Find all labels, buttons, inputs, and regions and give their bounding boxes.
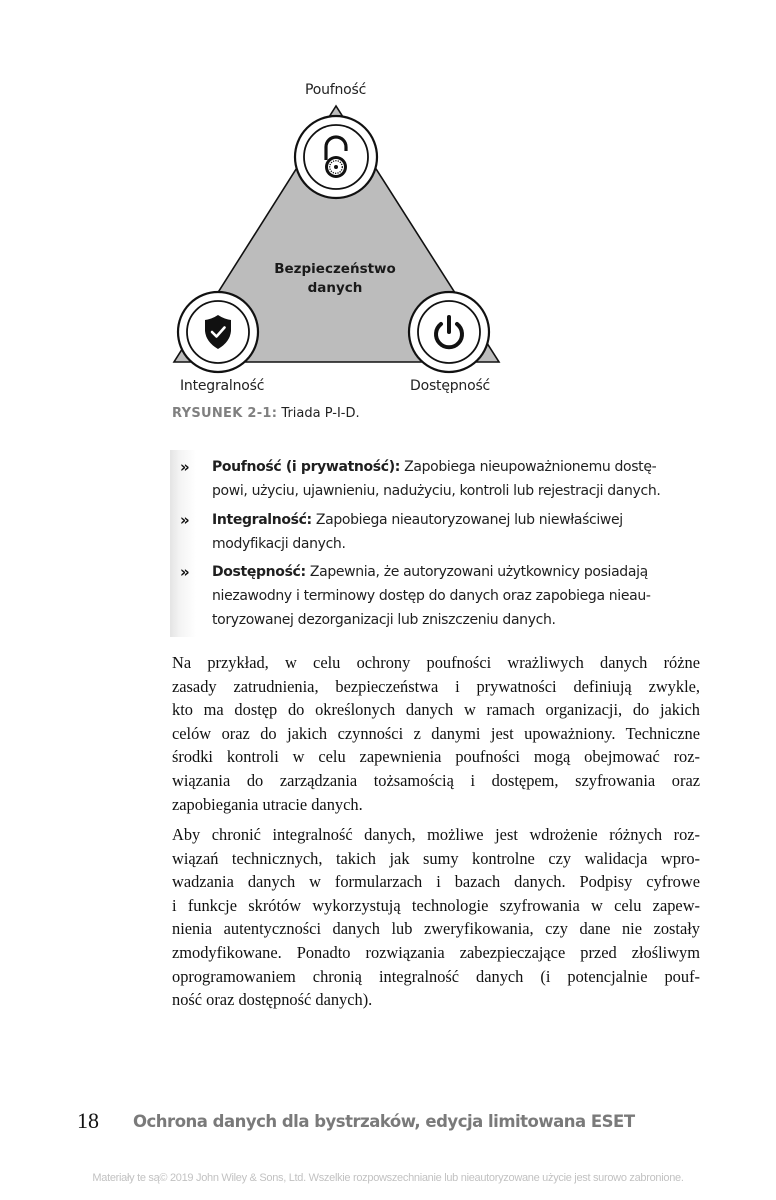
paragraph-line: celów oraz do jakich czynności z danymi jest upoważniony. Techniczne <box>172 723 700 743</box>
paragraph-line: wadzania danych w formularzach i bazach danych. Podpisy cyfrowe <box>172 872 700 892</box>
bullet-availability <box>180 560 708 632</box>
bullet-integrity <box>180 508 708 556</box>
bullet-text-continued: niezawodny i terminowy dostęp do danych oraz zapobiega nieau- <box>212 588 651 604</box>
bullet-term: Integralność: <box>212 512 312 528</box>
cia-triad-figure <box>0 0 776 440</box>
bullet-term: Poufność (i prywatność): <box>212 459 401 475</box>
paragraph-line: wiązania do zarządzania tożsamością i dostępem, szyfrowania oraz <box>172 770 700 790</box>
bullet-confidentiality <box>180 455 708 503</box>
bullet-text-continued: modyfikacji danych. <box>212 536 346 552</box>
bullet-marker-icon: » <box>180 511 187 529</box>
page-number: 18 <box>77 1108 99 1133</box>
paragraph-line: Na przykład, w celu ochrony poufności wrażliwych danych różne <box>172 653 700 672</box>
paragraph-line: środki kontroli w celu zapewnienia poufności mogą obejmować roz- <box>172 747 700 767</box>
label-integrity: Integralność <box>180 378 265 394</box>
paragraph-line: i funkcje skrótów wykorzystują technologie szyfrowania w celu zapew- <box>172 895 700 915</box>
paragraph-line: oprogramowaniem chronią integralność danych (i potencjalnie pouf- <box>172 966 700 986</box>
paragraph-line: zmodyfikowane. Ponadto rozwiązania zabezpieczające przed złośliwym <box>172 942 700 962</box>
running-footer-title: Ochrona danych dla bystrzaków, edycja limitowana ESET <box>133 1112 635 1131</box>
paragraph-line: Aby chronić integralność danych, możliwe jest wdrożenie różnych roz- <box>172 825 700 844</box>
bottom-left-node <box>178 292 258 372</box>
top-node <box>295 116 377 198</box>
triad-diagram <box>0 0 776 440</box>
bullet-text: Zapobiega nieautoryzowanej lub niewłaściwej <box>311 512 623 528</box>
paragraph-line: ność oraz dostępność danych). <box>172 990 373 1010</box>
paragraph-line: nienia autentyczności danych lub zweryfikowania, czy dane nie zostały <box>172 919 700 939</box>
paragraph-line: kto ma dostęp do określonych danych w ramach organizacji, do jakich <box>172 700 700 720</box>
bullet-text: Zapewnia, że autoryzowani użytkownicy posiadają <box>305 564 648 580</box>
paragraph-line: wiązań technicznych, takich jak sumy kontrolne czy walidacja wpro- <box>172 848 700 868</box>
paragraph-integrity <box>172 823 700 1012</box>
bullet-text-continued: powi, użyciu, ujawnieniu, nadużyciu, kontroli lub rejestracji danych. <box>212 483 661 499</box>
center-label <box>250 260 420 298</box>
label-confidentiality: Poufność <box>305 82 367 98</box>
label-availability: Dostępność <box>410 378 491 394</box>
paragraph-line: zapobiegania utracie danych. <box>172 794 363 814</box>
center-label-line1: Bezpieczeństwo <box>274 261 396 277</box>
paragraph-confidentiality <box>172 651 700 816</box>
bullet-text: Zapobiega nieupoważnionemu dostę- <box>400 459 657 475</box>
caption-key: RYSUNEK 2-1: <box>172 406 278 421</box>
bullet-text-continued: toryzowanej dezorganizacji lub zniszczeniu danych. <box>212 612 556 628</box>
bullet-list <box>170 450 710 637</box>
bottom-right-node <box>409 292 489 372</box>
center-label-line2: danych <box>307 280 363 296</box>
copyright-notice: Materiały te są© 2019 John Wiley & Sons, Ltd. Wszelkie rozpowszechnianie lub nieautoryzowane użycie jest surowo zabronione. <box>92 1172 684 1184</box>
figure-caption <box>172 406 360 421</box>
bullet-marker-icon: » <box>180 563 187 581</box>
paragraph-line: zasady zatrudnienia, bezpieczeństwa i prywatności definiują zwykle, <box>172 676 700 696</box>
bullet-marker-icon: » <box>180 458 187 476</box>
caption-text: Triada P-I-D. <box>277 406 360 421</box>
bullet-term: Dostępność: <box>212 564 306 580</box>
